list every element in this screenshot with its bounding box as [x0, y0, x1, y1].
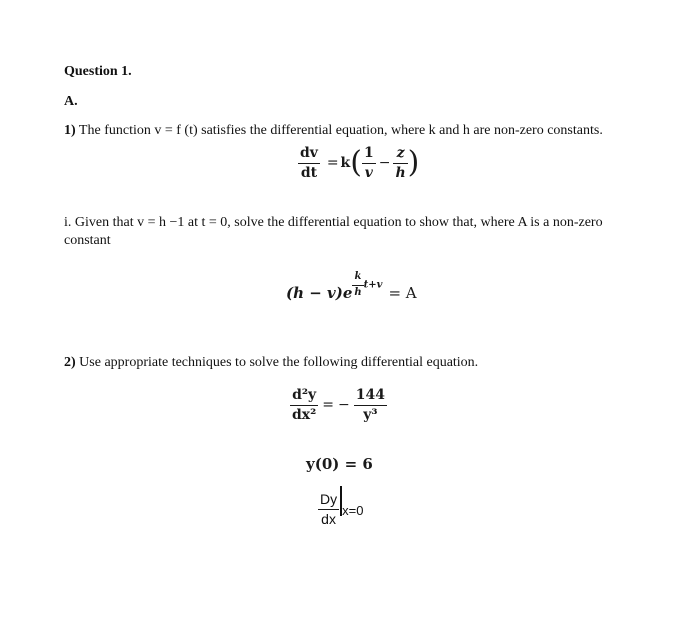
144-numerator: 144: [355, 387, 385, 403]
dv-numerator: dv: [300, 145, 318, 161]
exponent: [352, 272, 382, 298]
one-numerator: 1: [363, 145, 374, 161]
k-over-h-fraction: [352, 272, 363, 298]
part1-label: 1): [64, 123, 76, 138]
fraction-bar: [362, 163, 376, 164]
dt-denominator: dt: [300, 164, 318, 181]
minus-sign: −: [378, 155, 391, 172]
d2y-numerator: d²y: [292, 387, 317, 403]
one-over-v-fraction: [362, 146, 376, 180]
exp-h: h: [354, 286, 362, 298]
dv-dt-fraction: [298, 146, 320, 180]
initial-condition-y: y(0) = 6: [306, 455, 373, 473]
equals-sign: =: [326, 155, 339, 172]
section-label: A.: [64, 94, 78, 109]
dy-dx-fraction: [318, 486, 339, 526]
y3-denominator: y³: [363, 406, 378, 423]
negative-sign: −: [338, 397, 350, 414]
part1i-line2: constant: [64, 233, 111, 248]
fraction-bar: [318, 509, 339, 510]
equals-sign: =: [322, 397, 335, 414]
evaluation-subscript: x=0: [342, 502, 364, 518]
part2-equation: [290, 388, 387, 422]
z-numerator: z: [396, 145, 405, 161]
part1-equation: [298, 146, 419, 180]
h-denominator: h: [395, 164, 406, 181]
part2-statement: Use appropriate techniques to solve the following differential equation.: [79, 355, 479, 370]
result-prefix: (h − v)e: [286, 284, 353, 302]
144-over-y3-fraction: [354, 388, 387, 422]
fraction-bar: [298, 163, 320, 164]
exp-k: k: [354, 271, 362, 282]
close-paren: ): [407, 145, 420, 181]
exp-rest: t+v: [363, 279, 383, 291]
open-paren: (: [350, 145, 362, 181]
fraction-bar: [354, 405, 387, 406]
z-over-h-fraction: [393, 146, 407, 180]
fraction-bar: [393, 163, 407, 164]
dx-denominator: dx: [321, 510, 336, 527]
d2y-dx2-fraction: [290, 388, 318, 422]
fraction-bar: [352, 285, 363, 286]
dy-numerator: Dy: [320, 491, 338, 507]
k-coefficient: k: [340, 155, 351, 172]
question-title: Question 1.: [64, 64, 132, 79]
part2-label: 2): [64, 355, 76, 370]
initial-condition-derivative: [318, 486, 363, 526]
part2-text: [64, 355, 478, 371]
fraction-bar: [290, 405, 318, 406]
part1i-result-equation: [286, 271, 417, 302]
result-suffix: = A: [388, 284, 417, 302]
dx2-denominator: dx²: [292, 406, 317, 423]
part1i-line1: i. Given that v = h −1 at t = 0, solve the differential equation to show that, where A is a non-zero: [64, 215, 603, 230]
part1-text: [64, 123, 603, 139]
v-denominator: v: [364, 164, 373, 181]
part1-statement: The function v = f (t) satisfies the differential equation, where k and h are non-zero constants.: [78, 123, 603, 138]
